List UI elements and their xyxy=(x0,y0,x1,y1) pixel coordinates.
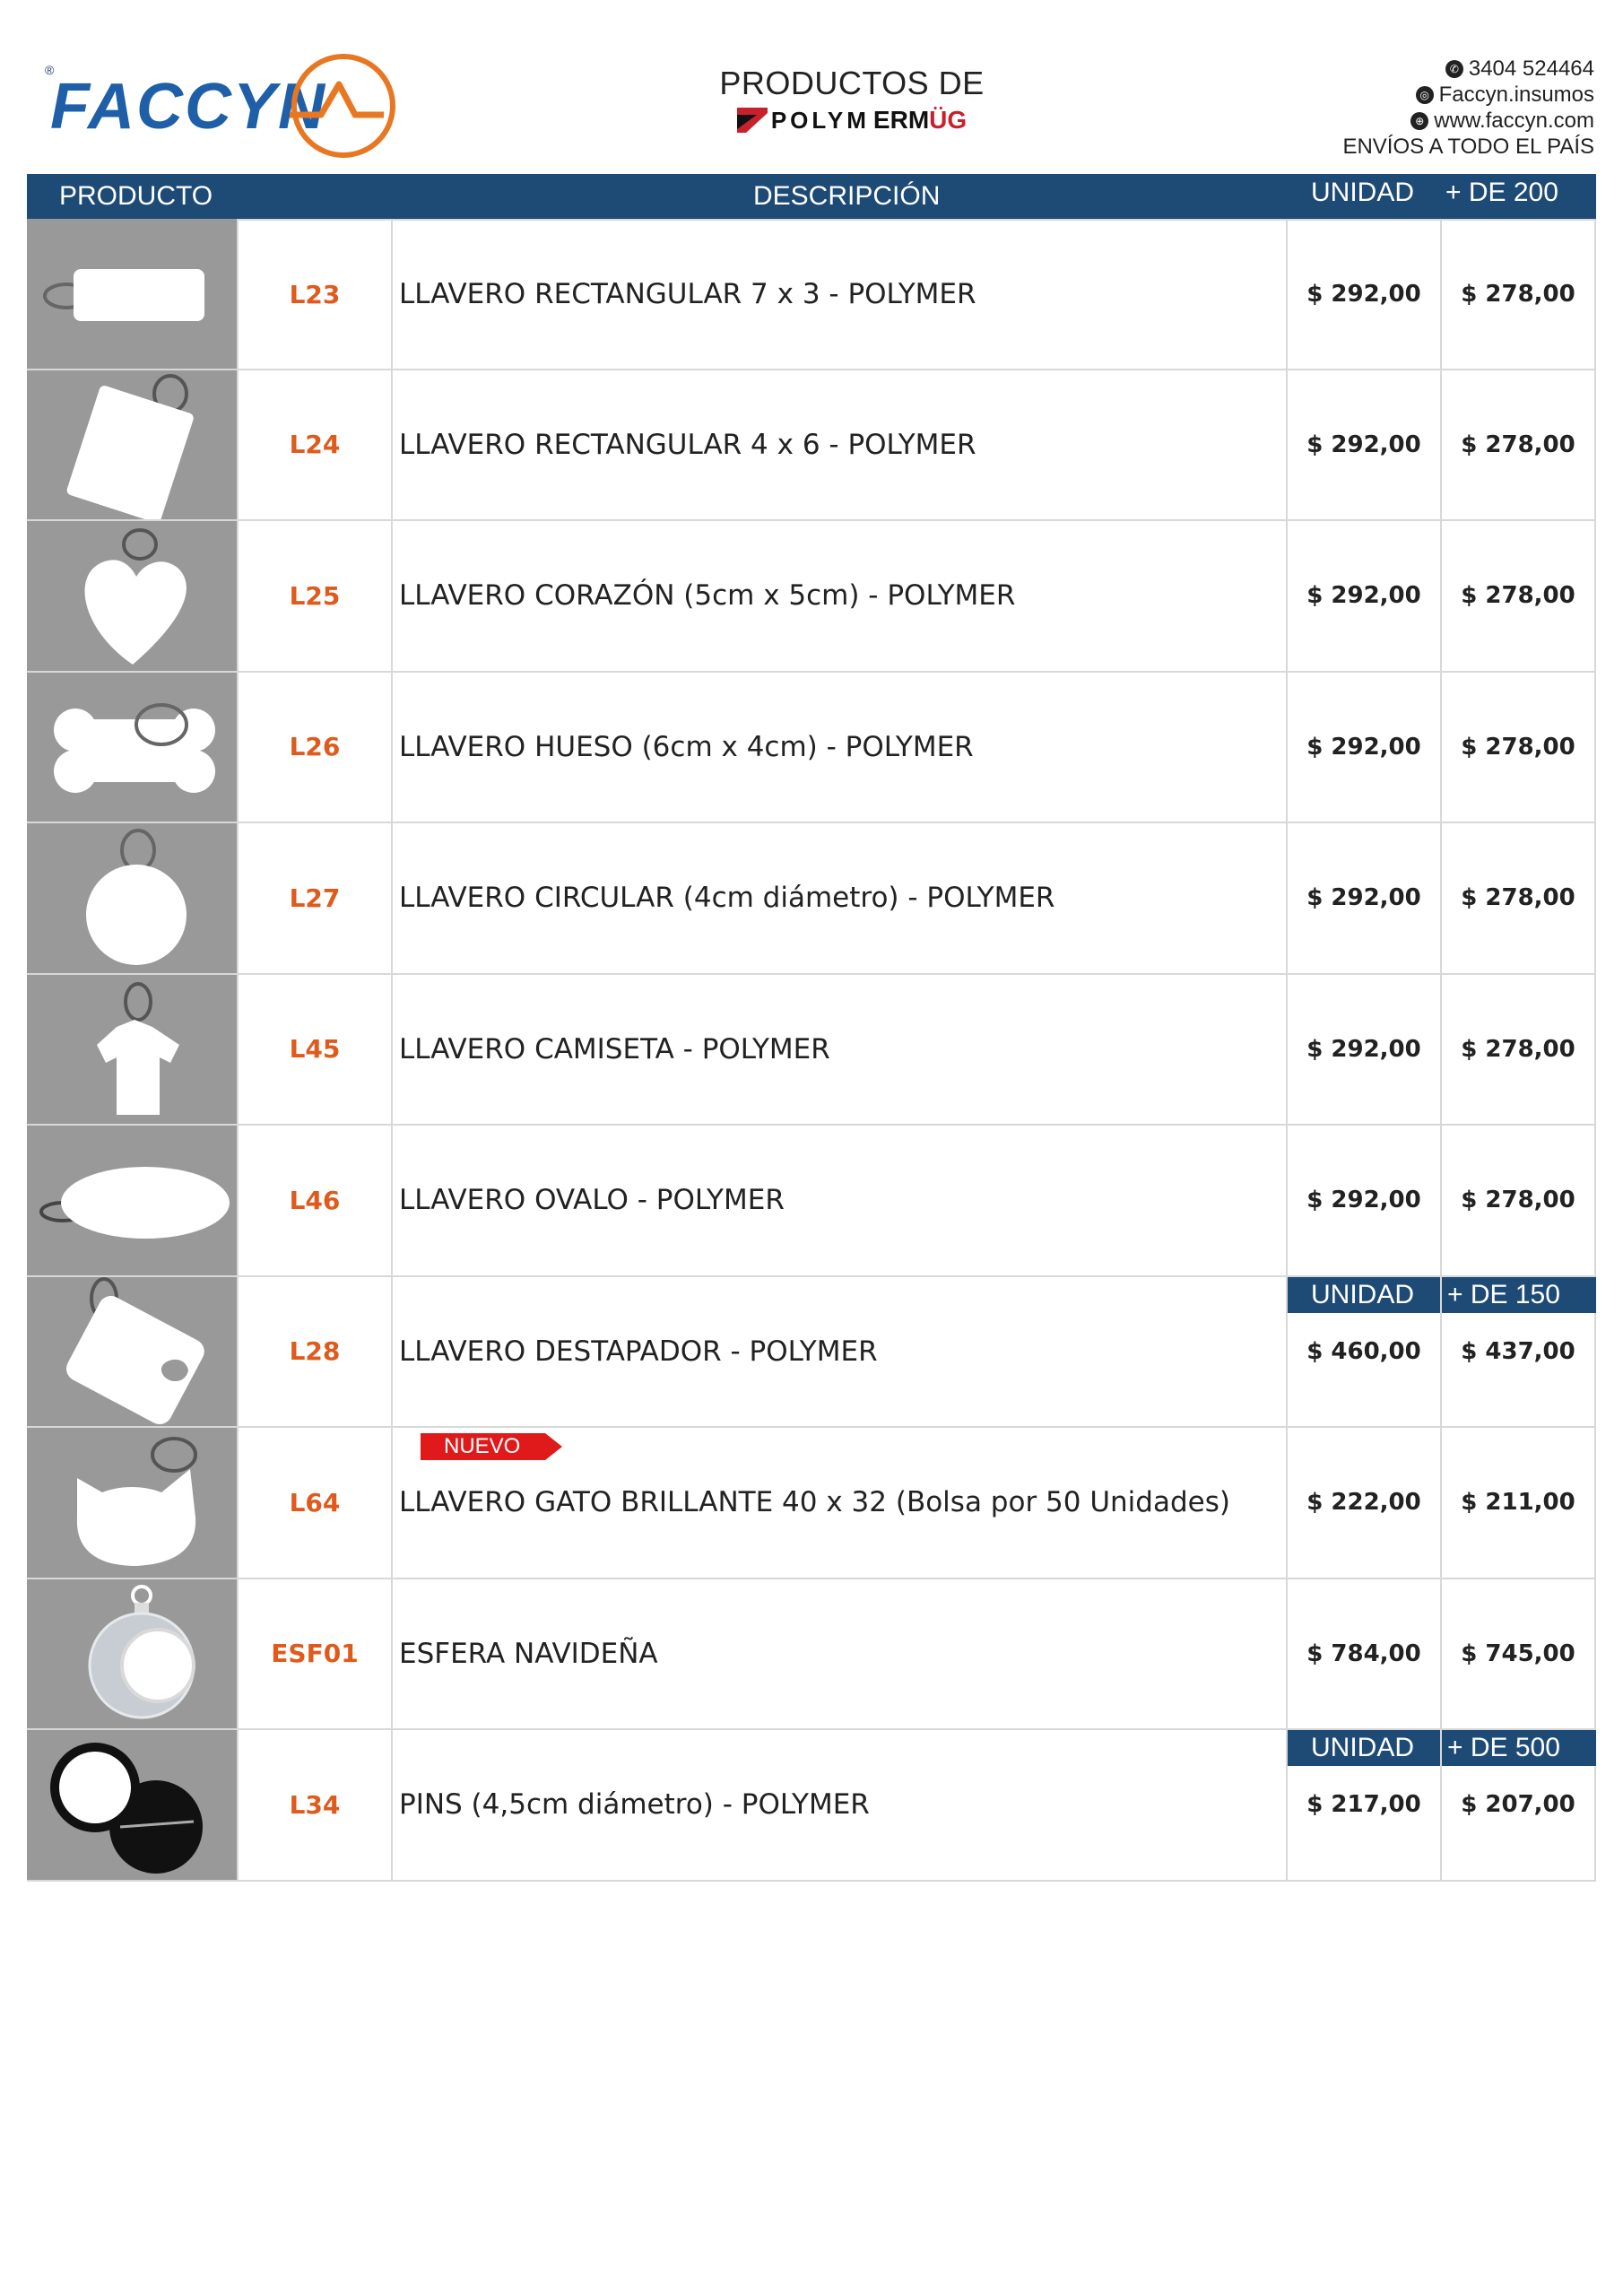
table-row xyxy=(27,975,1596,1126)
logo-ring-icon xyxy=(285,50,402,167)
product-code: ESF01 xyxy=(239,1579,393,1729)
brand-ug: ÜG xyxy=(929,106,968,134)
product-image xyxy=(27,673,239,822)
product-description: LLAVERO CORAZÓN (5cm x 5cm) - POLYMER xyxy=(393,521,1288,671)
nuevo-badge-text: NUEVO xyxy=(444,1434,521,1458)
product-table xyxy=(27,219,1596,1882)
instagram-text: Faccyn.insumos xyxy=(1438,83,1594,107)
product-image xyxy=(27,1126,239,1275)
instagram-icon: ◎ xyxy=(1416,86,1434,104)
product-image xyxy=(27,1730,239,1880)
polymer-mug-brand xyxy=(708,106,995,135)
rectangular-keychain-icon xyxy=(27,219,239,369)
table-row xyxy=(27,1428,1596,1579)
contact-phone[interactable] xyxy=(1342,56,1594,82)
product-description: ESFERA NAVIDEÑA xyxy=(393,1579,1288,1729)
subheader-bulk: + DE 150 xyxy=(1447,1279,1560,1309)
price-unit: $ 217,00 xyxy=(1288,1730,1442,1880)
price-unit: $ 460,00 xyxy=(1288,1277,1442,1427)
col-unidad: UNIDAD xyxy=(1311,178,1415,207)
price-bulk: $ 278,00 xyxy=(1442,219,1596,369)
product-image xyxy=(27,823,239,973)
brand-arrow-icon xyxy=(737,108,768,133)
contact-info xyxy=(1342,56,1594,160)
subheader-unidad: UNIDAD xyxy=(1311,1279,1415,1309)
christmas-sphere-icon xyxy=(27,1579,239,1729)
table-row xyxy=(27,823,1596,975)
table-row xyxy=(27,370,1596,522)
product-image xyxy=(27,370,239,520)
product-code: L24 xyxy=(239,370,393,520)
product-code: L26 xyxy=(239,673,393,822)
bone-keychain-icon xyxy=(27,673,239,822)
product-code: L25 xyxy=(239,521,393,671)
product-code: L64 xyxy=(239,1428,393,1578)
price-bulk: $ 437,00 xyxy=(1442,1277,1596,1427)
tshirt-keychain-icon xyxy=(27,975,239,1125)
logo-text: FACCYN xyxy=(50,71,327,143)
col-bulk: + DE 200 xyxy=(1445,178,1558,207)
price-bulk: $ 278,00 xyxy=(1442,521,1596,671)
shipping-text: ENVÍOS A TODO EL PAÍS xyxy=(1342,135,1594,159)
table-row xyxy=(27,1730,1596,1882)
contact-web[interactable] xyxy=(1342,108,1594,134)
col-descripcion: DESCRIPCIÓN xyxy=(753,181,941,211)
product-description: LLAVERO RECTANGULAR 7 x 3 - POLYMER xyxy=(393,219,1288,369)
product-code: L23 xyxy=(239,219,393,369)
table-row xyxy=(27,1277,1596,1429)
page-title: PRODUCTOS DE xyxy=(719,65,985,101)
price-unit: $ 292,00 xyxy=(1288,673,1442,822)
contact-instagram[interactable] xyxy=(1342,82,1594,108)
price-bulk: $ 278,00 xyxy=(1442,370,1596,520)
product-description: LLAVERO GATO BRILLANTE 40 x 32 (Bolsa por 50 Unidades) xyxy=(393,1428,1288,1578)
product-description: PINS (4,5cm diámetro) - POLYMER xyxy=(393,1730,1288,1880)
price-bulk: $ 211,00 xyxy=(1442,1428,1596,1578)
pin-button-icon xyxy=(27,1730,239,1880)
globe-icon: ⊕ xyxy=(1410,112,1428,130)
price-unit: $ 292,00 xyxy=(1288,521,1442,671)
product-image xyxy=(27,1579,239,1729)
product-description: LLAVERO RECTANGULAR 4 x 6 - POLYMER xyxy=(393,370,1288,520)
whatsapp-icon: ✆ xyxy=(1445,60,1463,78)
price-unit: $ 784,00 xyxy=(1288,1579,1442,1729)
oval-keychain-icon xyxy=(27,1126,239,1275)
price-bulk: $ 207,00 xyxy=(1442,1730,1596,1880)
heart-keychain-icon xyxy=(27,521,239,671)
product-code: L34 xyxy=(239,1730,393,1880)
product-code: L45 xyxy=(239,975,393,1125)
phone-text: 3404 524464 xyxy=(1468,57,1594,81)
price-bulk: $ 278,00 xyxy=(1442,1126,1596,1275)
product-description: LLAVERO DESTAPADOR - POLYMER xyxy=(393,1277,1288,1427)
table-row xyxy=(27,521,1596,673)
contact-shipping xyxy=(1342,134,1594,160)
rectangular-keychain-icon xyxy=(27,370,239,520)
product-code: L28 xyxy=(239,1277,393,1427)
table-row xyxy=(27,1126,1596,1277)
product-description: LLAVERO CIRCULAR (4cm diámetro) - POLYMER xyxy=(393,823,1288,973)
subheader-bulk: + DE 500 xyxy=(1447,1733,1560,1762)
col-producto: PRODUCTO xyxy=(59,181,213,211)
product-image xyxy=(27,975,239,1125)
product-code: L46 xyxy=(239,1126,393,1275)
product-description: LLAVERO OVALO - POLYMER xyxy=(393,1126,1288,1275)
product-description: LLAVERO CAMISETA - POLYMER xyxy=(393,975,1288,1125)
title-block xyxy=(708,65,995,135)
price-unit: $ 292,00 xyxy=(1288,975,1442,1125)
product-image xyxy=(27,1277,239,1427)
price-unit: $ 292,00 xyxy=(1288,370,1442,520)
web-text: www.faccyn.com xyxy=(1434,109,1594,133)
table-row xyxy=(27,219,1596,370)
product-description: LLAVERO HUESO (6cm x 4cm) - POLYMER xyxy=(393,673,1288,822)
price-unit: $ 292,00 xyxy=(1288,1126,1442,1275)
price-bulk: $ 278,00 xyxy=(1442,823,1596,973)
table-row xyxy=(27,1579,1596,1731)
brand-mug xyxy=(873,106,967,135)
product-image xyxy=(27,1428,239,1578)
faccyn-logo xyxy=(43,50,402,167)
table-row xyxy=(27,673,1596,824)
price-unit: $ 292,00 xyxy=(1288,823,1442,973)
brand-poly: POLYM xyxy=(770,106,870,134)
product-image xyxy=(27,219,239,369)
registered-mark: ® xyxy=(45,63,55,77)
circle-keychain-icon xyxy=(27,823,239,973)
product-image xyxy=(27,521,239,671)
price-unit: $ 222,00 xyxy=(1288,1428,1442,1578)
table-header xyxy=(27,174,1596,219)
cat-keychain-icon xyxy=(27,1428,239,1578)
brand-m: M xyxy=(907,106,930,134)
subheader-unidad: UNIDAD xyxy=(1311,1733,1415,1762)
brand-er: ER xyxy=(872,106,908,134)
product-code: L27 xyxy=(239,823,393,973)
price-bulk: $ 745,00 xyxy=(1442,1579,1596,1729)
price-bulk: $ 278,00 xyxy=(1442,975,1596,1125)
price-bulk: $ 278,00 xyxy=(1442,673,1596,822)
price-unit: $ 292,00 xyxy=(1288,219,1442,369)
bottle-opener-keychain-icon xyxy=(27,1277,239,1427)
